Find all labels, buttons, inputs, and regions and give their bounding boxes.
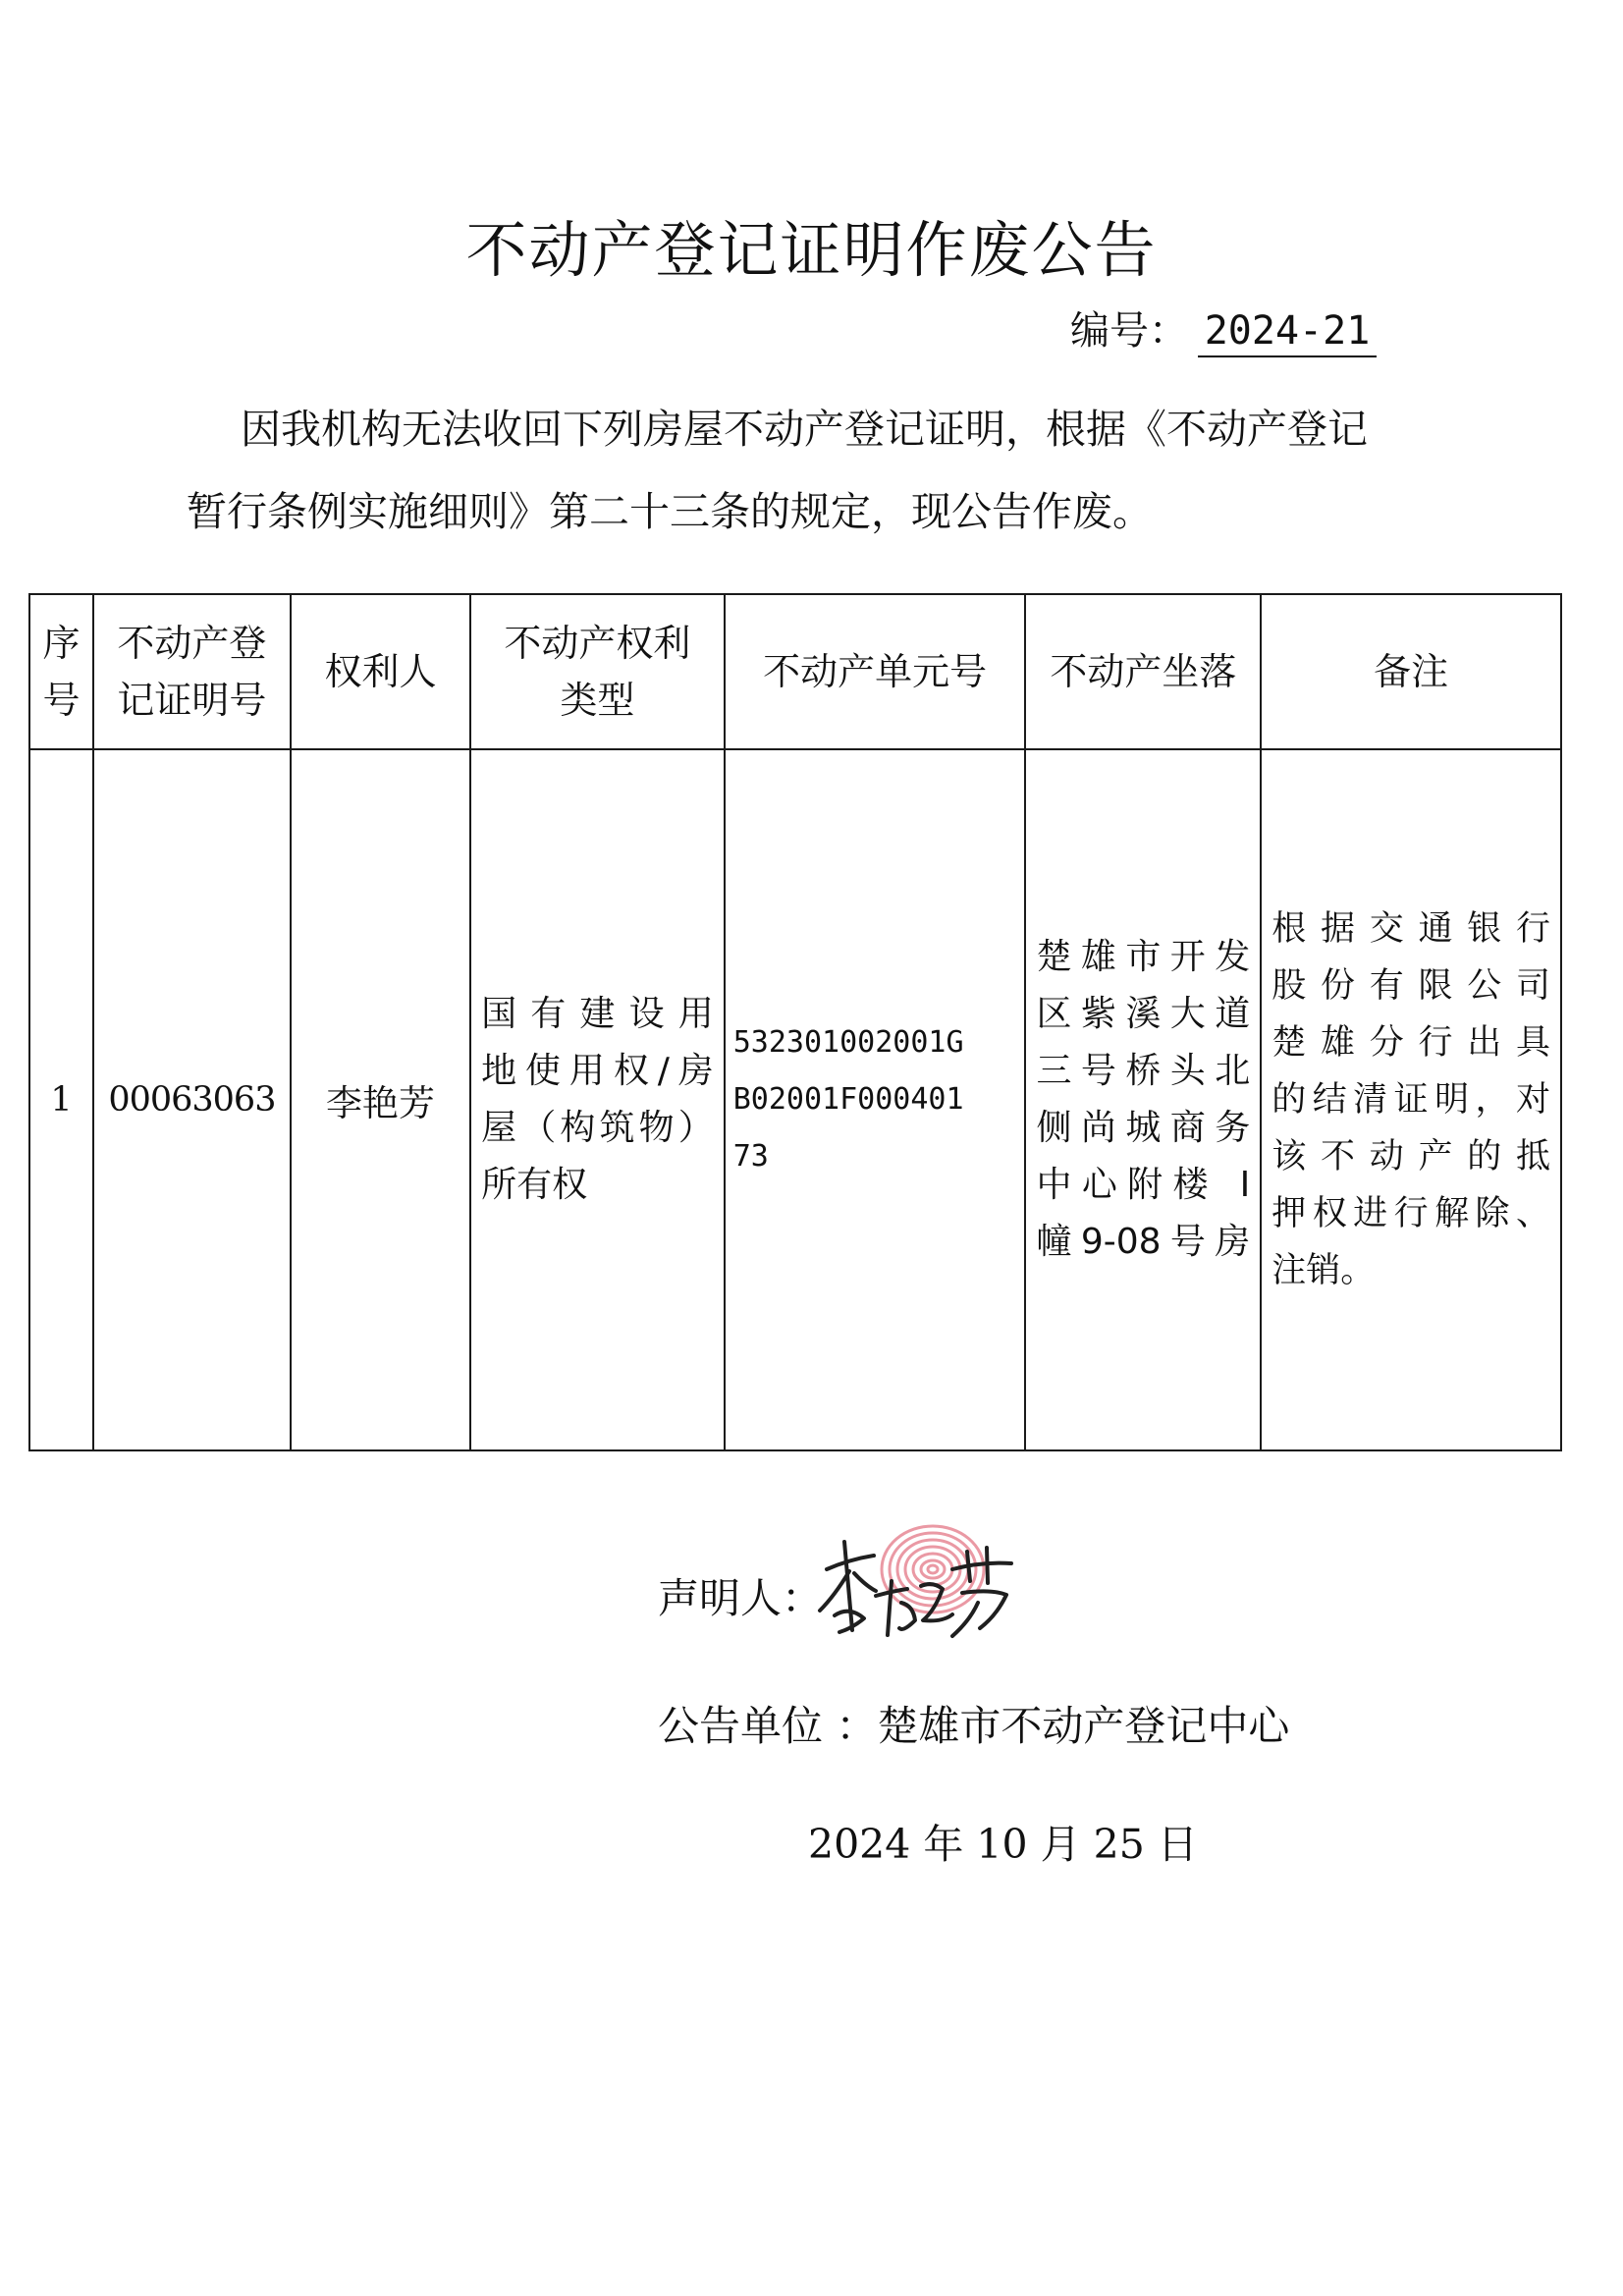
header-owner: 权利人 — [291, 594, 470, 749]
publisher-value: 楚雄市不动产登记中心 — [877, 1702, 1290, 1750]
declarant-label: 声明人： — [658, 1574, 824, 1622]
header-unit-no: 不动产单元号 — [725, 594, 1026, 749]
header-right-type: 不动产权利 类型 — [470, 594, 725, 749]
document-title: 不动产登记证明作废公告 — [465, 214, 1158, 286]
signature-with-fingerprint — [805, 1512, 1031, 1660]
header-location: 不动产坐落 — [1025, 594, 1261, 749]
cell-location: 楚雄市开发 区紫溪大道 三号桥头北 侧尚城商务 中心附楼 I 幢9-08号房 — [1025, 749, 1261, 1450]
intro-line-1: 因我机构无法收回下列房屋不动产登记证明，根据《不动产登记 — [241, 406, 1368, 453]
publisher-label: 公告单位 ： — [658, 1702, 878, 1750]
notice-date: 2024 年 10 月 25 日 — [808, 1821, 1198, 1868]
document-number — [1070, 300, 1377, 357]
intro-line-2: 暂行条例实施细则》第二十三条的规定，现公告作废。 — [187, 488, 1153, 535]
publisher — [658, 1694, 1289, 1753]
intro-paragraph — [187, 388, 1483, 553]
document-number-label: 编号： — [1070, 308, 1188, 354]
cell-cert-no: 00063063 — [93, 749, 291, 1450]
cell-unit-no: 532301002001G B02001F000401 73 — [725, 749, 1026, 1450]
notice-table — [28, 593, 1562, 1451]
cell-right-type: 国有建设用 地使用权/房 屋（构筑物） 所有权 — [470, 749, 725, 1450]
cell-seq: 1 — [29, 749, 93, 1450]
cell-owner: 李艳芳 — [291, 749, 470, 1450]
header-cert-no: 不动产登 记证明号 — [93, 594, 291, 749]
header-seq: 序号 — [29, 594, 93, 749]
document-number-value: 2024-21 — [1198, 308, 1377, 357]
cell-remarks: 根据交通银行 股份有限公司 楚雄分行出具 的结清证明，对 该不动产的抵 押权进行解除、 注销。 — [1261, 749, 1561, 1450]
table-header-row — [29, 594, 1561, 749]
table-row — [29, 749, 1561, 1450]
header-remarks: 备注 — [1261, 594, 1561, 749]
